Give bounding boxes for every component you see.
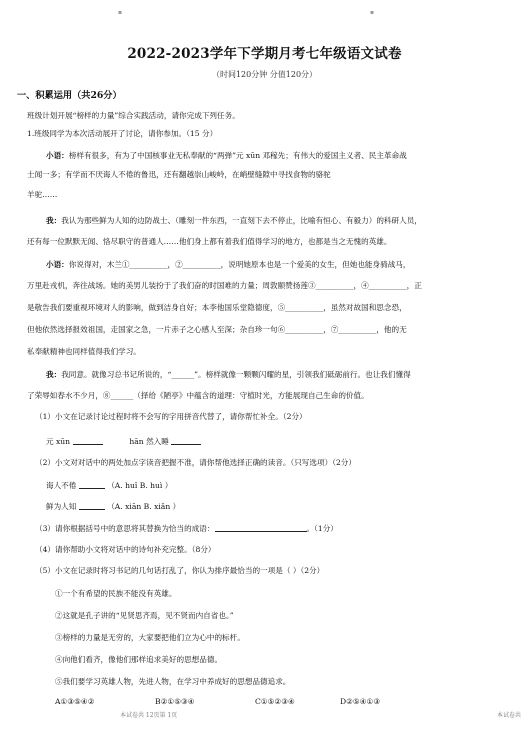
pinyin-prompt: 元 xūn — [46, 437, 71, 446]
reading-options: （A. xiān B. xiǎn ） — [107, 502, 181, 511]
pinyin-prompt: hān 然入睡 — [129, 437, 169, 446]
corner-mark: ▪ — [118, 9, 123, 16]
answer-blank[interactable] — [73, 436, 103, 445]
section-intro: 班级计划开展“榜样的力量”综合实践活动，请你完成下列任务。 — [27, 111, 240, 120]
subquestion-1: （1）小文在记录讨论过程时将不会写的字用拼音代替了，请你帮忙补全。（2分） — [35, 412, 307, 421]
dialogue-text: 私奉献精神也同样值得我们学习。 — [27, 347, 141, 356]
section-heading: 一、积累运用（共26分） — [17, 90, 122, 101]
dialogue-line — [46, 216, 422, 226]
dialogue-line — [46, 260, 411, 270]
sentence-item: ⑤我们要学习英雄人物，先进人物，在学习中养成好的思想品德追求。 — [55, 677, 291, 686]
dialogue-line — [46, 370, 411, 380]
sentence-item: ③榜样的力量是无穷的，大家要把他们立为心中的标杆。 — [55, 633, 245, 642]
choice-c[interactable]: C①⑤②③④ — [255, 697, 295, 706]
dialogue-text: 是敬告我们要重视环境对人的影响，做到洁身自好；本李他国乐堂隐德度，⑤__________，虽然对故国和思念恐， — [27, 303, 407, 312]
dialogue-line — [46, 151, 407, 161]
answer-blank[interactable] — [79, 480, 105, 489]
choice-d[interactable]: D②⑤④①③ — [340, 697, 381, 706]
dialogue-text: 万里赴戎机，奔往战场。她的美男儿装扮于了我们奋的时国难的力量；周敦颐赞扬莲③__________，④__________，正 — [27, 281, 422, 290]
dialogue-text: 了荣辱如春水不少月，⑧______（择给《陋亭》中蕴含的道理：守植时光，方能展现自己生命的价值。 — [27, 391, 369, 400]
speaker-label: 小语： — [46, 260, 69, 269]
subquestion-4: （4）请你帮助小文将对话中的诗句补充完整。（8分） — [35, 545, 216, 554]
exam-title: 2022-2023学年下学期月考七年级语文试卷 — [127, 46, 402, 62]
dialogue-text: 你说得对，木兰①__________，②__________，说明她原本也是一个爱美的女生，但她也能身骑战马， — [68, 260, 411, 269]
page-footer-right: 本试卷共 — [497, 712, 522, 719]
question-1: 1.班级同学为本次活动展开了讨论，请你参加。（15 分） — [27, 129, 218, 138]
answer-row — [46, 480, 172, 491]
dialogue-text: 还有每一位默默无闻、恪尽职守的普通人……他们身上都有着我们值得学习的地方，也都是当之无愧的英雄。 — [27, 237, 392, 246]
word-prompt: 诲人不倦 — [46, 481, 77, 490]
dialogue-text: 榜样有很多，有为了中国核事业无私奉献的“两弹”元 xūn 邓稼先；有伟大的爱国主义者、民主革命战 — [68, 151, 407, 160]
sentence-item: ①一个有希望的民族不能没有英雄。 — [55, 589, 177, 598]
subquestion-2: （2）小文对对话中的两处加点字读音把握不准，请你帮他选择正确的读音。（只写选项）（2分） — [35, 458, 356, 467]
choice-a[interactable]: A①③⑤④② — [55, 697, 95, 706]
speaker-label: 我： — [46, 370, 62, 379]
sentence-item: ④向他们看齐，像他们那样追求美好的思想品德。 — [55, 655, 223, 664]
subquestion-3 — [35, 523, 338, 534]
dialogue-text: 但他依然选择报效祖国，走国家之急，一片赤子之心感人至深；杂自珍一句⑥__________，⑦__________，他的无 — [27, 325, 407, 334]
speaker-label: 小语： — [46, 151, 69, 160]
dialogue-text: 我认为那些鲜为人知的边防战士、（雕刻一件东西，一直刻下去不停止，比喻有恒心、有毅力）的科研人员， — [61, 216, 422, 225]
speaker-label: 我： — [46, 216, 62, 225]
page-footer: 本试卷共 12页第 1页 — [120, 712, 178, 719]
answer-row — [46, 501, 180, 512]
dialogue-text: 我同意。就像习总书记所说的，“______”。榜样就像一颗颗闪耀的星，引领我们砥砺前行。也让我们懂得 — [61, 370, 411, 379]
subquestion-5: （5）小文在记录时将习书记的几句话打乱了，你认为排序最恰当的一项是（ ）（2分） — [35, 566, 325, 575]
answer-blank[interactable] — [215, 523, 307, 532]
exam-subtitle: （时间120分钟 分值120分） — [211, 70, 318, 79]
sentence-item: ②这就是孔子讲的“见贤思齐焉，见不贤而内自省也。” — [55, 611, 234, 620]
dialogue-text: 士闻一多；有学而不厌诲人不倦的鲁迅，还有翻越崇山峻岭，在峭壁缝隙中寻找食物的骆驼 — [27, 170, 331, 179]
corner-mark: ▪ — [370, 9, 375, 16]
answer-blank[interactable] — [171, 436, 201, 445]
word-prompt: 鲜为人知 — [46, 502, 77, 511]
choice-b[interactable]: B②①⑤③④ — [155, 697, 195, 706]
question-text: 。（1分） — [306, 524, 338, 533]
dialogue-text: 羊驼…… — [27, 190, 58, 199]
answer-row — [46, 436, 201, 447]
answer-blank[interactable] — [79, 501, 105, 510]
reading-options: （A. huǐ B. huì ） — [107, 481, 173, 490]
question-text: （3）请你根据括号中的意思将其替换为恰当的成语： — [35, 524, 215, 533]
